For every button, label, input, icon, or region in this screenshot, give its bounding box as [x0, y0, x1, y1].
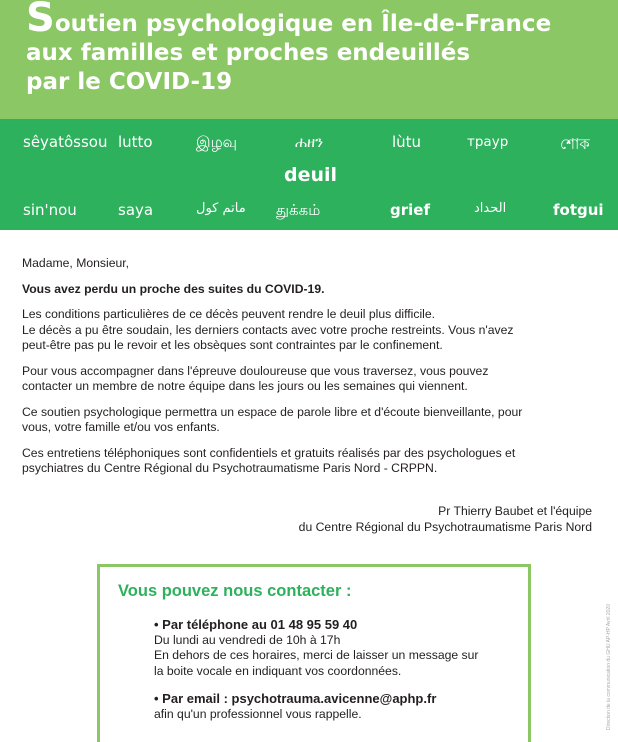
title-line-1: [26, 0, 616, 41]
word-deuil: deuil: [284, 164, 338, 186]
signature-line-2: du Centre Régional du Psychotraumatisme Paris Nord: [298, 519, 592, 534]
credit-note: Direction de la communication du GHU AP-HP Avril 2020: [606, 604, 612, 730]
paragraph-1-line-3: peut-être pas pu le revoir et les obsèques sont contraintes par le confinement.: [22, 338, 443, 352]
letter-headline-text: Vous avez perdu un proche des suites du COVID-19.: [22, 281, 325, 296]
title-line-1-text: outien psychologique en Île-de-France: [54, 11, 552, 37]
signature-line-1: Pr Thierry Baubet et l'équipe: [438, 504, 592, 518]
word-lutu: lùtu: [392, 133, 422, 151]
contact-box: [97, 564, 531, 742]
word-tamil-ilavu: இழவு: [196, 133, 238, 151]
email-contact[interactable]: • Par email : psychotrauma.avicenne@aphp.fr: [154, 691, 437, 706]
title-line-3: par le COVID-19: [26, 69, 233, 95]
header-banner: [0, 0, 618, 119]
word-tamil-thukkam: துக்கம்: [276, 201, 321, 219]
title-initial: S: [26, 0, 55, 41]
word-arabic-alhidad: الحداد: [474, 201, 507, 216]
paragraph-1-line-2: Le décès a pu être soudain, les derniers contacts avec votre proche restreints. Vous n'avez: [22, 322, 514, 337]
paragraph-3-line-1: Ce soutien psychologique permettra un espace de parole libre et d'écoute bienveillante, pour: [22, 404, 523, 419]
paragraph-2-line-1: Pour vous accompagner dans l'épreuve douloureuse que vous traversez, vous pouvez: [22, 363, 489, 378]
greeting: Madame, Monsieur,: [22, 256, 130, 270]
word-amharic-hazen: ሐዘን: [295, 133, 324, 151]
paragraph-2-line-2: contacter un membre de notre équipe dans les jours ou les semaines qui viennent.: [22, 379, 468, 393]
signature: [299, 504, 592, 535]
contact-title: Vous pouvez nous contacter :: [118, 582, 352, 600]
paragraph-4-line-1: Ces entretiens téléphoniques sont confidentiels et gratuits réalisés par des psychologues et: [22, 445, 516, 460]
word-seyatossou: sêyatôssou: [23, 133, 108, 151]
paragraph-1-line-1: Les conditions particulières de ce décès peuvent rendre le deuil plus difficile.: [22, 307, 436, 321]
paragraph-4-line-2: psychiatres du Centre Régional du Psychotraumatisme Paris Nord - CRPPN.: [22, 461, 438, 475]
phone-contact[interactable]: • Par téléphone au 01 48 95 59 40: [154, 617, 358, 632]
phone-note-line-2: la boite vocale en indiquant vos coordonnées.: [154, 663, 402, 678]
page-title: [26, 0, 616, 97]
word-bengali-shok: শোক: [560, 135, 590, 153]
grief-words-band: [0, 119, 618, 230]
word-fotgui: fotgui: [553, 201, 604, 219]
letter-body: [22, 256, 592, 477]
word-traur: траур: [467, 134, 509, 150]
word-matam-kol: ماتم کول: [196, 201, 246, 216]
letter-headline: [22, 282, 592, 298]
word-lutto: lutto: [118, 133, 153, 151]
word-grief: grief: [390, 201, 430, 219]
word-saya: saya: [118, 201, 154, 219]
word-sinnou: sin'nou: [23, 201, 77, 219]
phone-hours: Du lundi au vendredi de 10h à 17h: [154, 632, 341, 647]
title-line-2: aux familles et proches endeuillés: [26, 40, 471, 66]
paragraph-3-line-2: vous, votre famille et/ou vos enfants.: [22, 420, 220, 434]
phone-note-line-1: En dehors de ces horaires, merci de laisser un message sur: [154, 648, 479, 662]
email-note: afin qu'un professionnel vous rappelle.: [154, 706, 362, 721]
contact-details: [154, 617, 524, 722]
